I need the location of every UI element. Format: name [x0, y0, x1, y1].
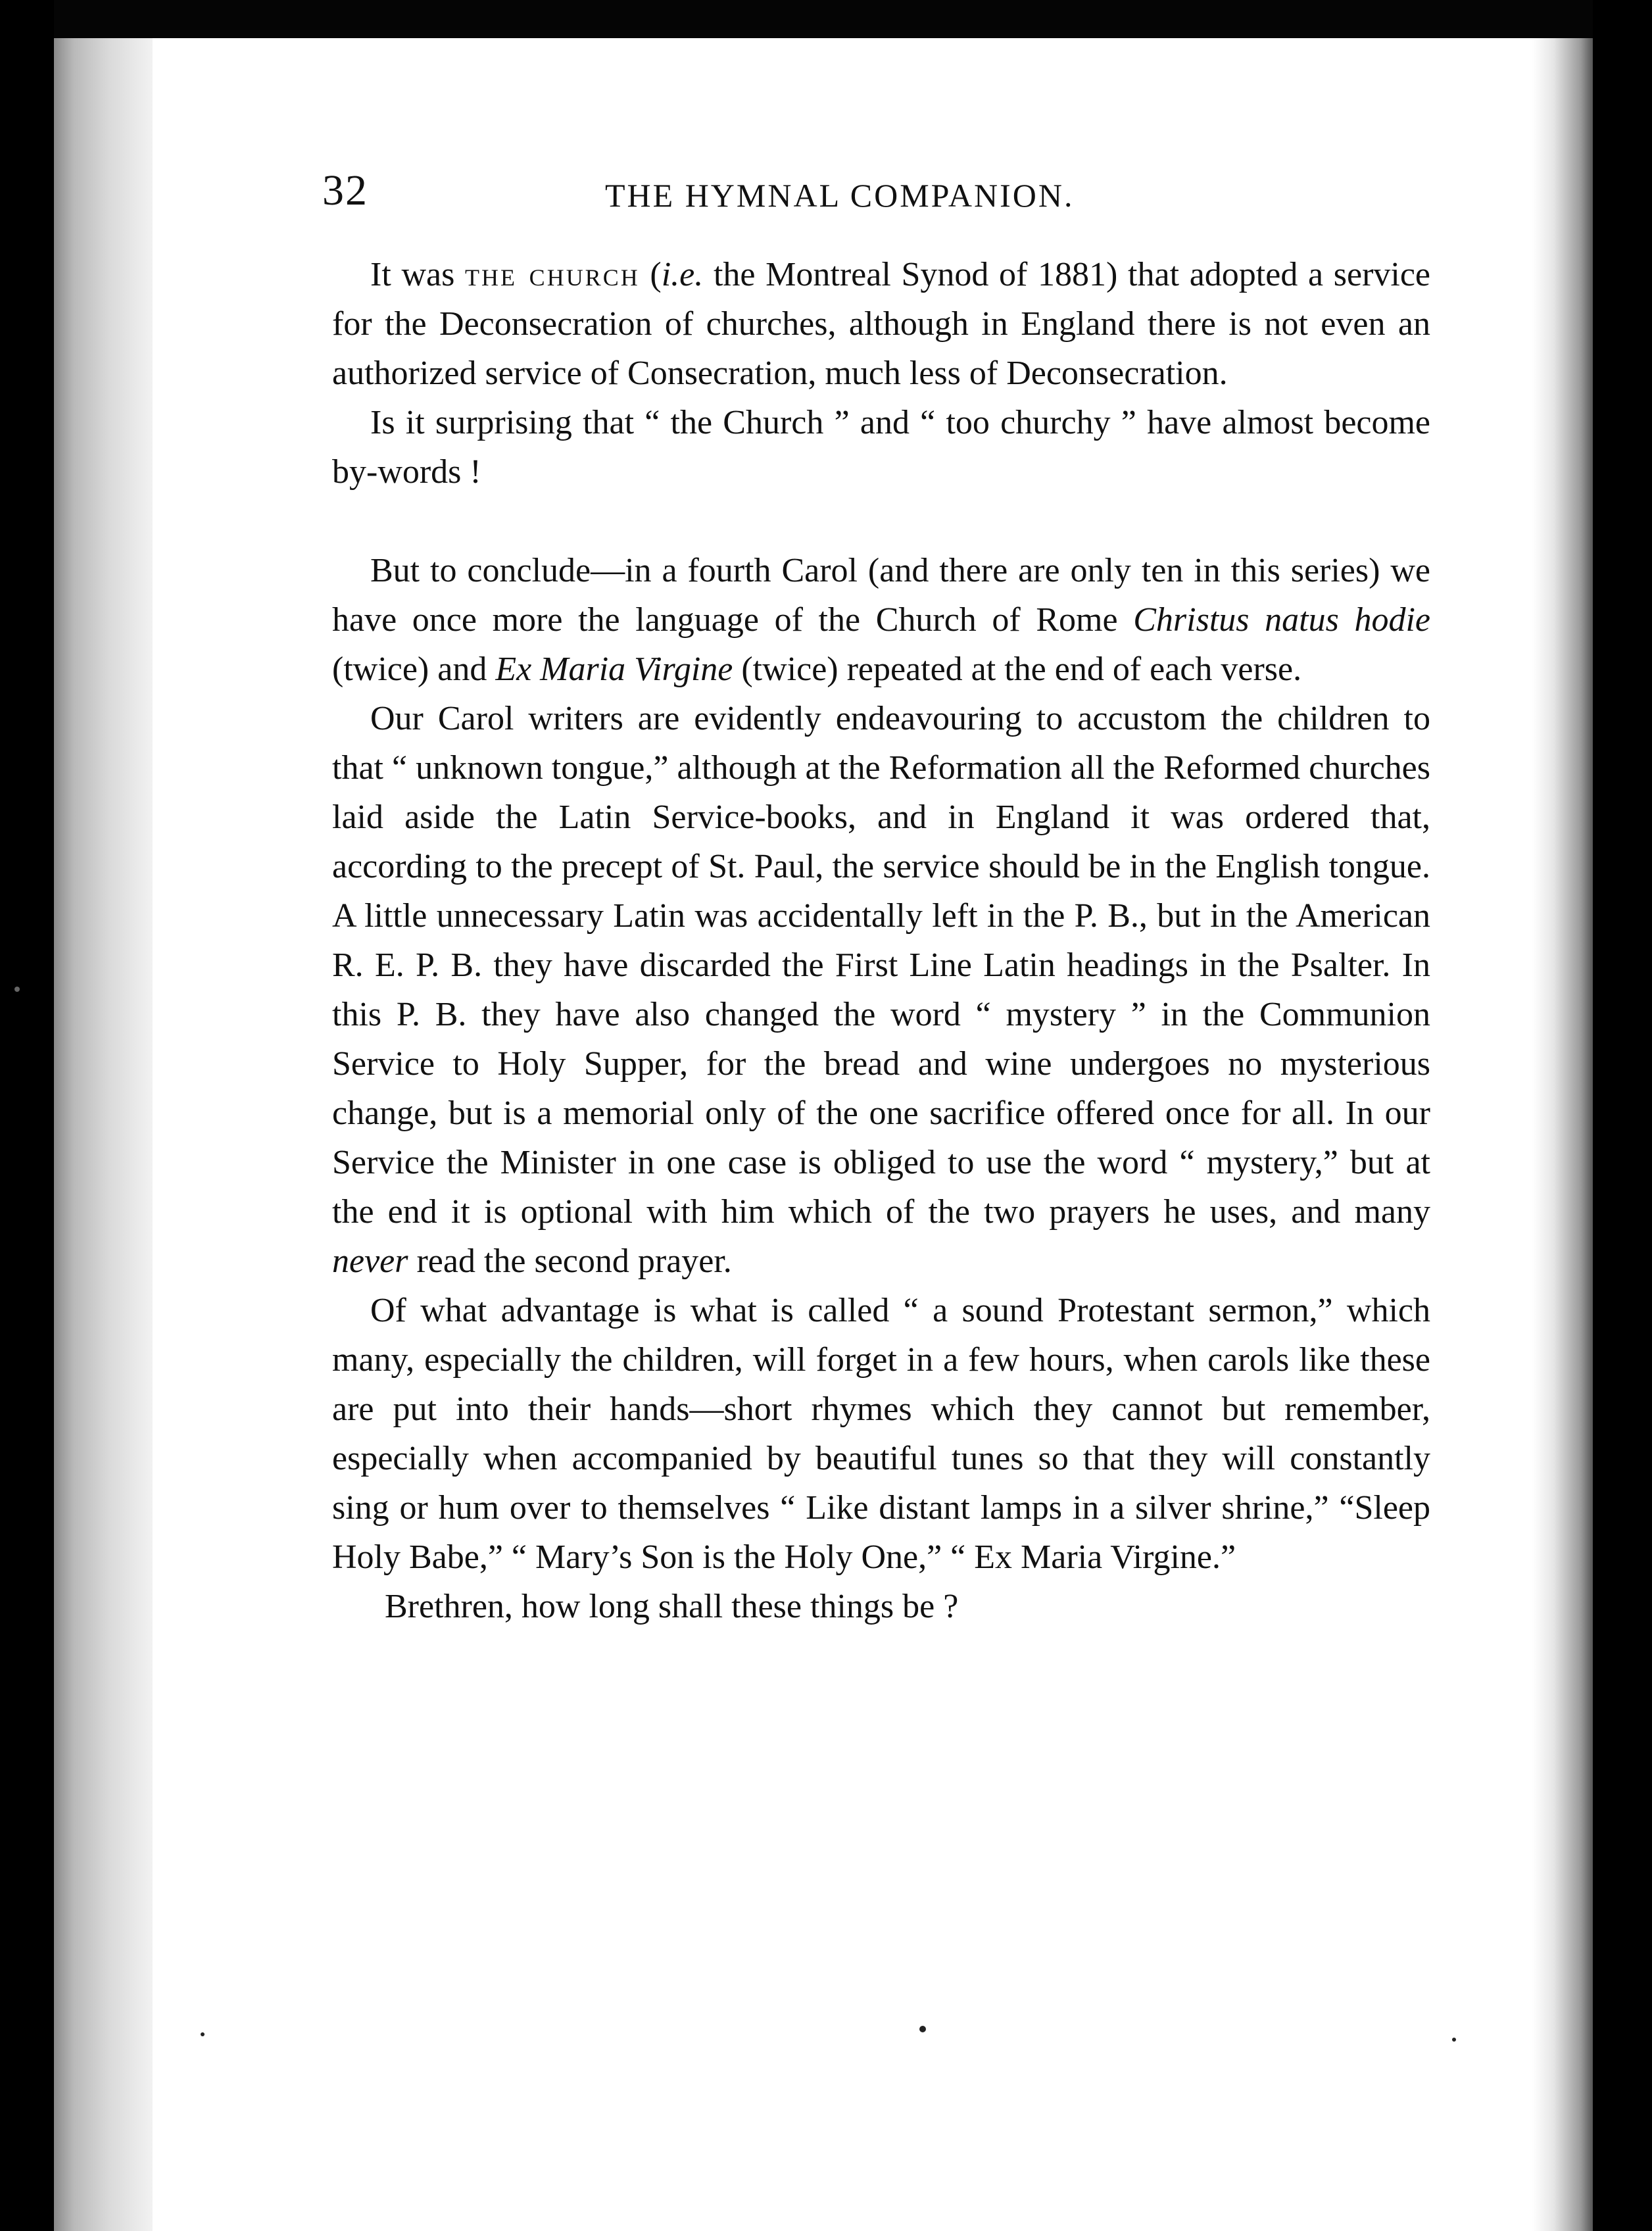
- paragraph-protestant-sermon: Of what advantage is what is called “ a sound Protestant sermon,” which many, especially the children, will forget in a few hours, when carols like these are put into their hands—short rhymes which they cannot but remember, especially when accompanied by beautiful tunes so that they will constantly sing or hum over to themselves “ Like distant lamps in a silver shrine,” “Sleep Holy Babe,” “ Mary’s Son is the Holy One,” “ Ex Maria Virgine.”: [332, 1292, 1430, 1576]
- print-speck: [919, 2026, 926, 2032]
- print-speck: [201, 2032, 205, 2036]
- p1-italic-ie: i.e.: [661, 256, 704, 293]
- print-speck: [14, 987, 20, 992]
- book-gutter-shadow: [54, 38, 153, 2231]
- page-edge-shadow: [1532, 38, 1593, 2231]
- print-speck: [1452, 2038, 1456, 2042]
- p1-paren: (: [639, 256, 662, 293]
- p1-text-start: It was: [370, 256, 466, 293]
- paragraph-fourth-carol: [332, 546, 1430, 694]
- p4-text-end: read the second prayer.: [408, 1242, 732, 1280]
- p3-text-start: But to conclude—in a fourth Carol (and there are only ten in this series) we have once more the language of the Church of Rome: [332, 552, 1430, 639]
- scan-left-border: [0, 0, 54, 2231]
- p4-text-start: Our Carol writers are evidently endeavouring to accustom the children to that “ unknown tongue,” although at the Reformation all the Reformed churches laid aside the Latin Service-books, and in England it was ordered that, according to the precept of St. Paul, the service should be in the English tongue. A little unnecessary Latin was accidentally left in the P. B., but in the American R. E. P. B. they have discarded the First Line Latin headings in the Psalter. In this P. B. they have also changed the word “ mystery ” in the Communion Service to Holy Supper, for the bread and wine undergoes no mysterious change, but is a memorial only of the one sacrifice offered once for all. In our Service the Minister in one case is obliged to use the word “ mystery,” but at the end it is optional with him which of the two prayers he uses, and many: [332, 700, 1430, 1231]
- p1-text-end: the Montreal Synod of 1881) that adopted a service for the Deconsecration of churches, although in England there is not even an authorized service of Consecration, much less of Deconsecration.: [332, 256, 1431, 392]
- p4-italic-never: never: [332, 1242, 408, 1280]
- p3-latin-ex-maria: Ex Maria Virgine: [495, 650, 733, 688]
- body-text: [332, 250, 1430, 1631]
- p3-latin-christus: Christus natus hodie: [1133, 601, 1430, 639]
- scan-top-border: [0, 0, 1652, 38]
- paragraph-by-words: Is it surprising that “ the Church ” and “ too churchy ” have almost become by-words !: [332, 404, 1430, 491]
- running-head: THE HYMNAL COMPANION.: [605, 177, 1075, 214]
- paragraph-brethren: Brethren, how long shall these things be ?: [385, 1588, 959, 1625]
- paragraph-carol-writers: [332, 694, 1430, 1286]
- p3-text-end: (twice) repeated at the end of each verse.: [733, 650, 1302, 688]
- p1-small-caps: the church: [465, 256, 640, 293]
- page-number: 32: [322, 166, 368, 214]
- paragraph-montreal-synod: [332, 250, 1430, 398]
- scan-right-border: [1593, 0, 1652, 2231]
- p3-text-mid: (twice) and: [332, 650, 496, 688]
